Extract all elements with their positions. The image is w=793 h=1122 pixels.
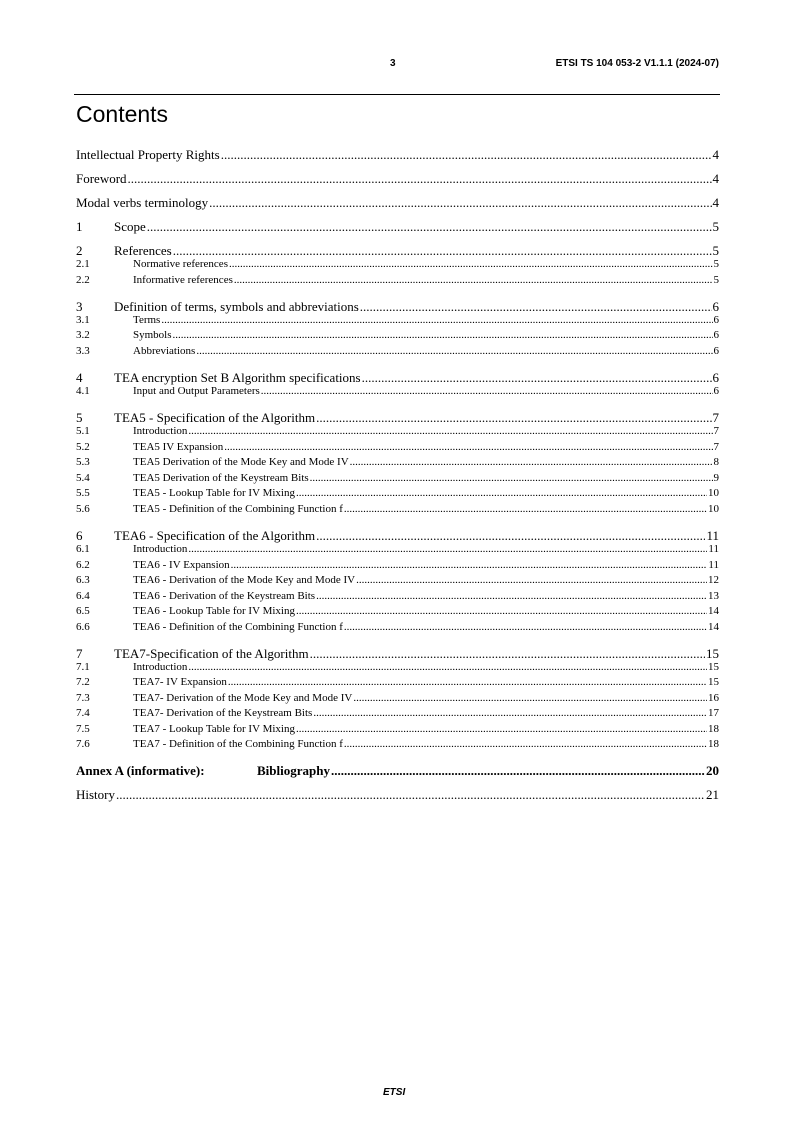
toc-page: 4 [712,171,719,186]
toc-number: 7.5 [76,722,90,735]
toc-label: TEA6 - Derivation of the Keystream Bits [133,589,316,602]
toc-entry-7-3[interactable] [76,692,719,708]
toc-number: 5.3 [76,456,90,469]
toc-page: 14 [708,605,719,618]
toc-number: 3 [76,298,83,314]
toc-number: 5.6 [76,502,90,515]
document-id: ETSI TS 104 053-2 V1.1.1 (2024-07) [555,58,719,69]
toc-number: 5 [76,410,83,426]
table-of-contents [76,147,719,802]
toc-entry-2[interactable] [76,243,719,258]
header-rule [74,94,720,95]
page-footer: ETSI [383,1087,406,1098]
toc-number: 5.1 [76,425,90,438]
toc-entry-7-4[interactable] [76,707,719,723]
toc-leader [188,661,707,673]
toc-entry-annex-a[interactable] [76,763,719,778]
toc-label: TEA7- Derivation of the Keystream Bits [133,707,313,720]
toc-page: 15 [708,660,719,673]
toc-leader [221,147,712,163]
toc-number: 7 [76,645,83,661]
toc-entry-5-1[interactable] [76,425,719,441]
toc-number: 6.2 [76,558,90,571]
toc-number: 6.3 [76,574,90,587]
toc-entry-3-3[interactable] [76,345,719,361]
toc-page: 10 [708,487,719,500]
toc-label: Terms [133,313,161,326]
toc-leader [234,274,713,286]
toc-entry-7-2[interactable] [76,676,719,692]
toc-page: 7 [713,440,719,453]
toc-label: Normative references [133,258,228,270]
toc-entry-2-1[interactable] [76,258,719,274]
toc-leader [360,299,712,315]
toc-page: 17 [708,707,719,720]
toc-number: 2.2 [76,273,90,286]
toc-page: 5 [712,243,719,258]
toc-leader [231,559,708,571]
toc-label: TEA6 - Lookup Table for IV Mixing [133,605,295,618]
toc-entry-5-4[interactable] [76,472,719,488]
toc-leader [316,528,705,544]
toc-page: 6 [713,385,719,398]
toc-number: 3.1 [76,313,90,326]
toc-entry-6-3[interactable] [76,574,719,590]
toc-page: 18 [708,738,719,751]
toc-number: 2.1 [76,258,90,270]
toc-leader [173,243,712,259]
toc-entry-5-3[interactable] [76,456,719,472]
toc-page: 21 [706,786,719,802]
toc-number: 7.4 [76,707,90,720]
toc-leader [296,605,707,617]
toc-label: TEA7- IV Expansion [133,676,227,689]
toc-label: TEA5 Derivation of the Keystream Bits [133,471,309,484]
toc-page: 4 [712,147,719,162]
toc-entry-5-5[interactable] [76,487,719,503]
toc-label: Introduction [133,543,188,556]
toc-entry-6[interactable] [76,528,719,543]
toc-label: TEA6 - Definition of the Combining Function f [133,620,343,633]
toc-label: Abbreviations [133,344,196,357]
toc-leader [128,171,712,187]
toc-page: 9 [713,471,719,484]
toc-page: 11 [708,543,719,556]
toc-entry-7-6[interactable] [76,738,719,754]
toc-leader [147,219,712,235]
toc-page: 5 [713,258,719,270]
toc-entry-7-5[interactable] [76,723,719,739]
toc-page: 6 [712,298,719,314]
toc-leader [116,787,705,803]
toc-leader [310,646,705,662]
toc-leader [228,676,707,688]
toc-leader [316,590,707,602]
toc-number: 5.4 [76,471,90,484]
toc-page: 15 [706,645,719,661]
toc-label: TEA7 - Definition of the Combining Function f [133,738,343,751]
toc-leader [296,487,707,499]
toc-leader [161,314,712,326]
toc-number: 1 [76,219,83,234]
toc-page: 5 [712,219,719,234]
toc-label: References [114,243,172,258]
toc-leader [344,503,707,515]
toc-leader [353,692,707,704]
toc-page: 8 [713,456,719,469]
toc-number: 4 [76,370,83,386]
toc-label: Definition of terms, symbols and abbreviations [114,298,359,314]
toc-leader [173,329,713,341]
toc-page: 6 [713,313,719,326]
toc-entry-5-6[interactable] [76,503,719,519]
toc-leader [188,543,707,555]
toc-label: TEA7- Derivation of the Mode Key and Mode IV [133,691,353,704]
toc-label: TEA6 - IV Expansion [133,558,230,571]
toc-entry-5-2[interactable] [76,441,719,457]
toc-leader [209,195,711,211]
toc-label: Introduction [133,660,188,673]
toc-leader [331,763,705,779]
toc-leader [224,441,712,453]
toc-entry-3-1[interactable] [76,314,719,330]
toc-label: Introduction [133,425,188,438]
toc-number: 3.3 [76,344,90,357]
toc-entry-4[interactable] [76,370,719,385]
toc-entry-6-2[interactable] [76,559,719,575]
toc-leader [344,738,707,750]
toc-leader [313,707,707,719]
page-title: Contents [76,101,169,127]
toc-leader [310,472,713,484]
toc-leader [296,723,707,735]
toc-page: 15 [708,676,719,689]
toc-number: 7.1 [76,660,90,673]
toc-label: TEA5 - Lookup Table for IV Mixing [133,487,295,500]
toc-number: 6.4 [76,589,90,602]
toc-page: 4 [712,195,719,210]
toc-number: 3.2 [76,329,90,342]
toc-entry-3[interactable] [76,299,719,314]
toc-label: Scope [114,219,146,234]
toc-page: 18 [708,722,719,735]
toc-leader [196,345,712,357]
toc-entry-1[interactable] [76,219,719,234]
toc-number: 7.2 [76,676,90,689]
toc-page: 12 [708,574,719,587]
toc-label: TEA5 Derivation of the Mode Key and Mode IV [133,456,349,469]
toc-entry-4-1[interactable] [76,385,719,401]
toc-leader [344,621,707,633]
toc-label: TEA5 - Definition of the Combining Function f [133,502,343,515]
toc-number: 4.1 [76,385,90,398]
toc-label: Foreword [76,171,127,186]
toc-label: TEA7 - Lookup Table for IV Mixing [133,722,295,735]
toc-page: 10 [708,502,719,515]
toc-entry-ipr[interactable] [76,147,719,162]
page-number: 3 [390,58,396,69]
toc-number: 6.5 [76,605,90,618]
toc-leader [316,410,711,426]
toc-entry-foreword[interactable] [76,171,719,186]
toc-entry-6-4[interactable] [76,590,719,606]
toc-page: 7 [713,425,719,438]
toc-page: 7 [712,410,719,426]
toc-label: Modal verbs terminology [76,195,209,210]
toc-page: 20 [706,762,719,778]
toc-entry-history[interactable] [76,787,719,802]
toc-label: TEA6 - Derivation of the Mode Key and Mode IV [133,574,356,587]
toc-page: 6 [713,344,719,357]
toc-label: Input and Output Parameters [133,385,260,398]
toc-entry-7[interactable] [76,646,719,661]
toc-page: 6 [712,370,719,386]
toc-number: 6.6 [76,620,90,633]
toc-number: 7.3 [76,691,90,704]
toc-leader [356,574,707,586]
toc-leader [229,258,713,270]
toc-number: 2 [76,243,83,258]
toc-number: 5.5 [76,487,90,500]
toc-page: 13 [708,589,719,602]
toc-label: Symbols [133,329,172,342]
toc-page: 11 [708,558,719,571]
toc-label: Intellectual Property Rights [76,147,220,162]
toc-entry-2-2[interactable] [76,274,719,290]
toc-entry-5[interactable] [76,410,719,425]
toc-entry-6-6[interactable] [76,621,719,637]
toc-label: History [76,786,115,802]
toc-number: 6 [76,528,83,544]
toc-entry-6-1[interactable] [76,543,719,559]
toc-label: TEA6 - Specification of the Algorithm [114,528,316,544]
toc-label: TEA5 - Specification of the Algorithm [114,410,316,426]
toc-entry-modal-verbs[interactable] [76,195,719,210]
toc-page: 14 [708,620,719,633]
toc-label: TEA5 IV Expansion [133,440,224,453]
toc-label: Informative references [133,273,233,286]
toc-page: 5 [713,273,719,286]
toc-page: 16 [708,691,719,704]
toc-entry-7-1[interactable] [76,661,719,677]
toc-number: 5.2 [76,440,90,453]
toc-label: TEA7-Specification of the Algorithm [114,645,309,661]
toc-page: 11 [706,528,719,544]
toc-number: Annex A (informative): [76,762,205,778]
toc-number: 6.1 [76,543,90,556]
toc-entry-3-2[interactable] [76,329,719,345]
toc-leader [350,456,713,468]
toc-leader [188,425,712,437]
toc-entry-6-5[interactable] [76,605,719,621]
toc-label: TEA encryption Set B Algorithm specifications [114,370,361,386]
toc-leader [261,385,713,397]
toc-leader [362,370,712,386]
toc-page: 6 [713,329,719,342]
toc-number: 7.6 [76,738,90,751]
toc-label: Bibliography [257,762,330,778]
